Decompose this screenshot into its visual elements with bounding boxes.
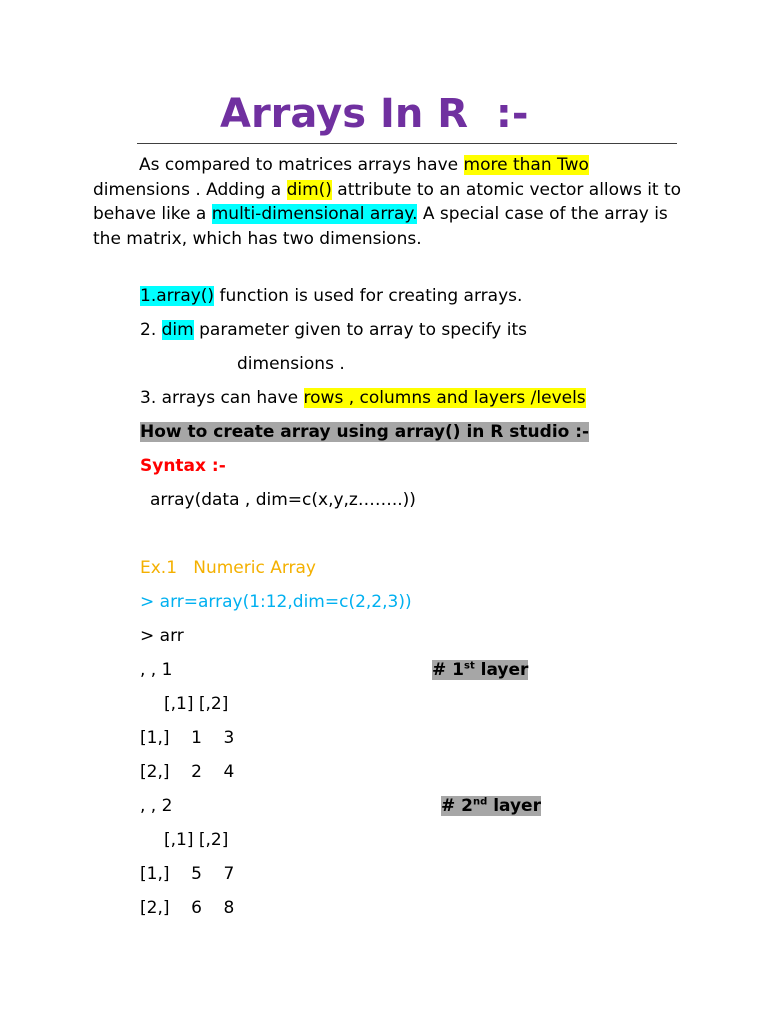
point-2-highlight: dim <box>161 320 194 340</box>
example-command: > arr=array(1:12,dim=c(2,2,3)) <box>140 592 412 612</box>
layer-2-comment-box <box>441 796 541 816</box>
layer-1-comment-sup: st <box>464 660 475 672</box>
layer-2-comment-post: layer <box>487 796 541 816</box>
example-label: Ex.1 Numeric Array <box>140 558 316 578</box>
point-2-prefix: 2. <box>140 320 162 340</box>
point-3-highlight: rows , columns and layers /levels <box>303 388 586 408</box>
point-1 <box>140 284 522 308</box>
point-1-highlight: 1.array() <box>140 286 215 306</box>
intro-text-2: dimensions . Adding a <box>93 179 287 200</box>
section-heading-text: How to create array using array() in R studio :- <box>140 422 590 442</box>
layer-1-header: , , 1 <box>140 660 173 680</box>
layer-2-comment <box>441 794 541 818</box>
layer-1-row-2: [2,] 2 4 <box>140 762 235 782</box>
layer-2-comment-sup: nd <box>473 796 488 808</box>
point-3 <box>140 386 586 410</box>
layer-2-header: , , 2 <box>140 796 173 816</box>
point-1-text: function is used for creating arrays. <box>214 286 523 306</box>
layer-1-comment <box>432 658 528 682</box>
title-underline <box>137 143 677 144</box>
syntax-label: Syntax :- <box>140 456 226 476</box>
point-2-continuation: dimensions . <box>237 354 345 374</box>
layer-1-comment-post: layer <box>474 660 529 680</box>
highlight-multi-dimensional: multi-dimensional array. <box>211 204 418 224</box>
section-heading <box>140 420 589 444</box>
intro-text-1: As compared to matrices arrays have <box>139 155 464 175</box>
page-title: Arrays In R :- <box>220 91 529 137</box>
print-command: > arr <box>140 626 184 646</box>
layer-1-row-1: [1,] 1 3 <box>140 728 235 748</box>
layer-2-comment-pre: # 2 <box>441 796 473 816</box>
highlight-more-than-two: more than Two <box>463 155 589 175</box>
intro-text-4: A special case of the array is the matrix, which has two dimensions. <box>93 204 668 249</box>
layer-2-row-2: [2,] 6 8 <box>140 898 235 918</box>
syntax-code: array(data , dim=c(x,y,z……..)) <box>150 490 416 510</box>
point-3-text: 3. arrays can have <box>140 388 304 408</box>
layer-2-col-headers: [,1] [,2] <box>164 830 229 850</box>
point-2-text: parameter given to array to specify its <box>193 320 527 340</box>
intro-paragraph <box>93 153 683 251</box>
intro-text-3: attribute to an atomic vector allows it to behave like a <box>93 179 682 224</box>
highlight-dim: dim() <box>286 179 332 200</box>
layer-1-col-headers: [,1] [,2] <box>164 694 229 714</box>
layer-1-comment-pre: # 1 <box>432 660 464 680</box>
layer-2-row-1: [1,] 5 7 <box>140 864 235 884</box>
layer-1-comment-box <box>432 660 528 680</box>
point-2 <box>140 318 527 342</box>
